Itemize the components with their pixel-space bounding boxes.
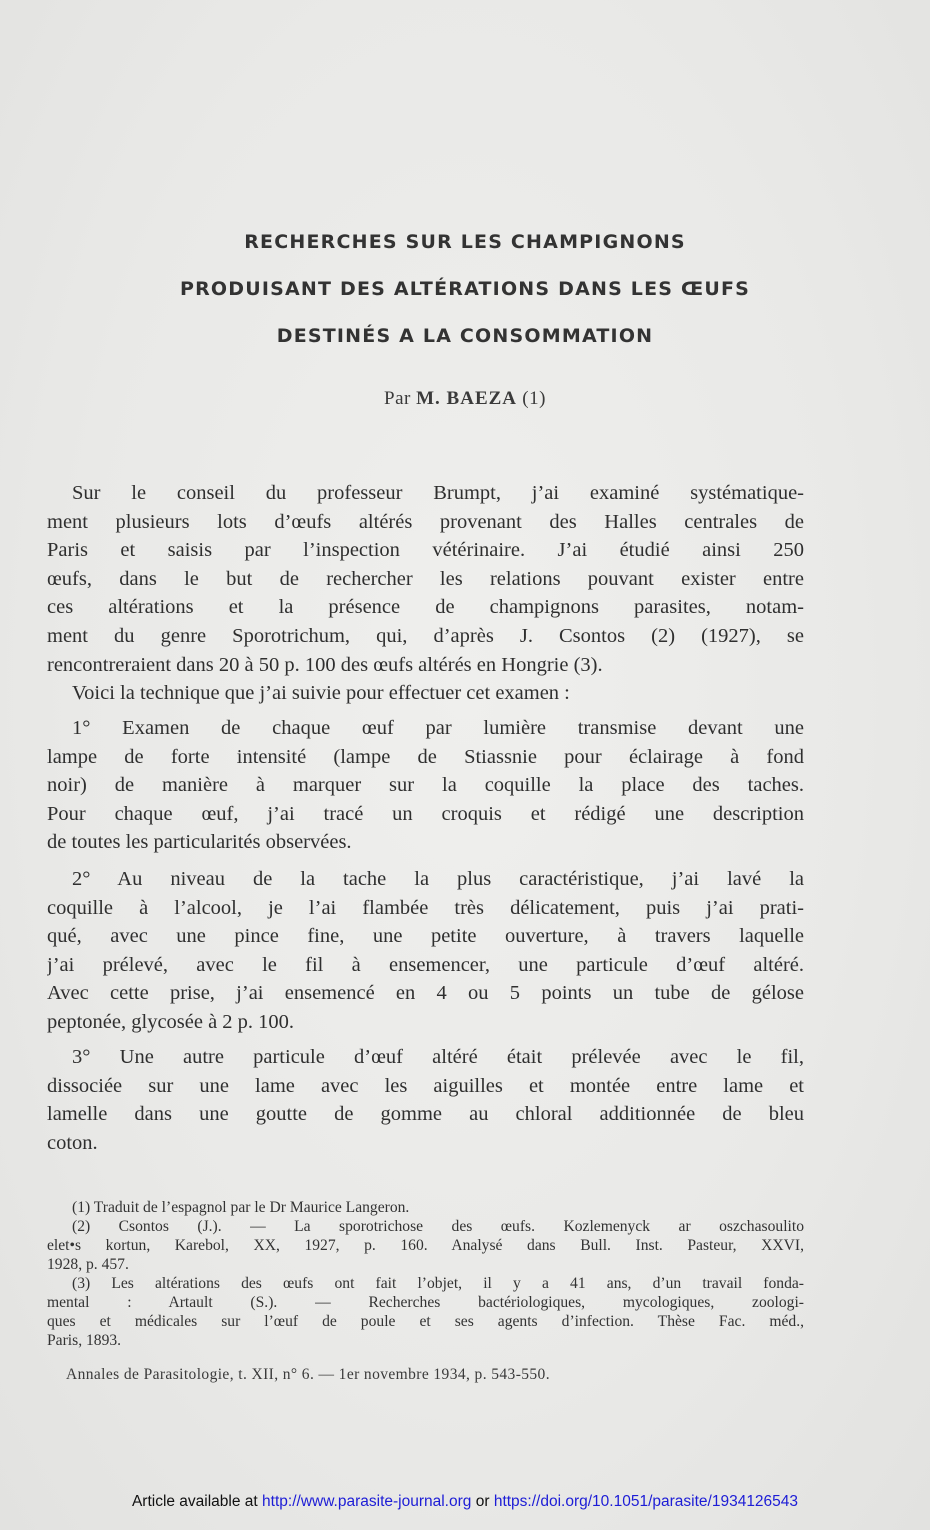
text-line: rencontreraient dans 20 à 50 p. 100 des œufs altérés en Hongrie (3). [47, 653, 603, 676]
journal-citation: Annales de Parasitologie, t. XII, n° 6. — 1er novembre 1934, p. 543-550. [66, 1366, 550, 1383]
text-line: lamelle dans une goutte de gomme au chloral additionnée de bleu [47, 1103, 804, 1126]
text-line: 3° Une autre particule d’œuf altéré était prélevée avec le fil, [72, 1046, 804, 1068]
paragraph-2 [47, 679, 804, 708]
footnote-3-cont: Paris, 1893. [47, 1332, 122, 1349]
text-line: Sur le conseil du professeur Brumpt, j’ai examiné systématique- [72, 482, 804, 504]
journal-link[interactable]: http://www.parasite-journal.org [262, 1493, 472, 1510]
text-line: 1° Examen de chaque œuf par lumière transmise devant une [72, 717, 804, 739]
text-line: ment plusieurs lots d’œufs altérés provenant des Halles centrales de [47, 510, 804, 533]
author-note: (1) [522, 388, 546, 409]
footnote-3: (3) Les altérations des œufs ont fait l’objet, il y a 41 ans, d’un travail fonda- [72, 1275, 804, 1292]
text-line: Voici la technique que j’ai suivie pour effectuer cet examen : [72, 682, 570, 704]
doi-link[interactable]: https://doi.org/10.1051/parasite/1934126543 [493, 1493, 799, 1510]
footnote-3-cont: ques et médicales sur l’œuf de poule et ses agents d’infection. Thèse Fac. méd., [47, 1313, 804, 1330]
text-line: qué, avec une pince fine, une petite ouverture, à travers laquelle [47, 925, 804, 948]
title-line-3: DESTINÉS A LA CONSOMMATION [276, 325, 654, 347]
text-line: Avec cette prise, j’ai ensemencé en 4 ou 5 points un tube de gélose [47, 982, 804, 1005]
text-line: de toutes les particularités observées. [47, 831, 352, 854]
author-prefix: Par [384, 388, 411, 409]
text-line: œufs, dans le but de rechercher les relations pouvant exister entre [47, 567, 804, 590]
title-line-1: RECHERCHES SUR LES CHAMPIGNONS [244, 231, 686, 253]
author-name: M. BAEZA [416, 388, 518, 409]
text-line: peptonée, glycosée à 2 p. 100. [47, 1010, 295, 1033]
text-line: coton. [47, 1131, 98, 1154]
paragraph-3 [47, 714, 804, 857]
footnote-2-cont: 1928, p. 457. [47, 1256, 129, 1273]
title-line-2: PRODUISANT DES ALTÉRATIONS DANS LES ŒUFS [179, 278, 751, 300]
text-line: ces altérations et la présence de champignons parasites, notam- [47, 596, 804, 619]
access-or: or [475, 1493, 490, 1510]
text-line: coquille à l’alcool, je l’ai flambée très délicatement, puis j’ai prati- [47, 896, 804, 919]
text-line: Paris et saisis par l’inspection vétérinaire. J’ai étudié ainsi 250 [47, 539, 804, 562]
access-line [0, 1493, 930, 1511]
access-prefix: Article available at [131, 1493, 258, 1510]
paragraph-4 [47, 865, 804, 1037]
author-line [0, 388, 930, 410]
text-line: dissociée sur une lame avec les aiguilles et montée entre lame et [47, 1074, 804, 1097]
paragraph-1 [47, 479, 804, 679]
text-line: 2° Au niveau de la tache la plus caractéristique, j’ai lavé la [72, 868, 804, 890]
footnote-3-cont: mental : Artault (S.). — Recherches bactériologiques, mycologiques, zoologi- [47, 1294, 804, 1311]
footnote-2: (2) Csontos (J.). — La sporotrichose des œufs. Kozlemenyck ar oszchasoulito [72, 1218, 804, 1235]
text-line: Pour chaque œuf, j’ai tracé un croquis et rédigé une description [47, 802, 804, 825]
text-line: noir) de manière à marquer sur la coquille la place des taches. [47, 774, 804, 797]
paragraph-5 [47, 1043, 804, 1157]
footnote-2-cont: elet•s kortun, Karebol, XX, 1927, p. 160. Analysé dans Bull. Inst. Pasteur, XXVI, [47, 1237, 804, 1254]
text-line: j’ai prélevé, avec le fil à ensemencer, une particule d’œuf altéré. [47, 953, 804, 976]
footnote-1: (1) Traduit de l’espagnol par le Dr Maurice Langeron. [72, 1199, 410, 1216]
footnotes [47, 1198, 804, 1350]
text-line: lampe de forte intensité (lampe de Stiassnie pour éclairage à fond [47, 745, 804, 768]
text-line: ment du genre Sporotrichum, qui, d’après J. Csontos (2) (1927), se [47, 624, 804, 647]
